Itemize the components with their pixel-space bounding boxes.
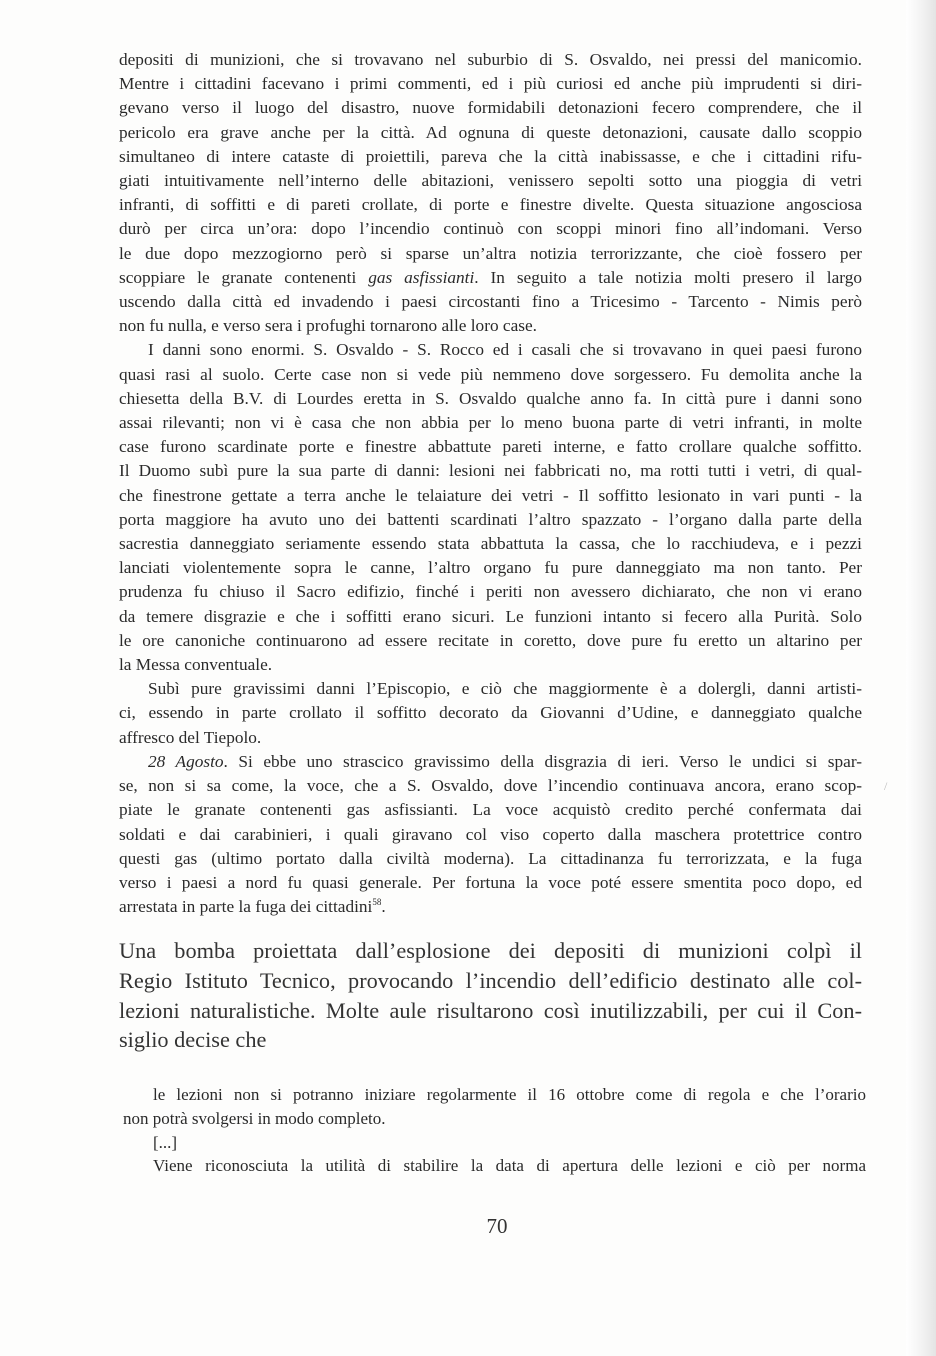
text-line: questi gas (ultimo portato dalla civiltà moderna). La cittadinanza fu terrorizzata, e la fuga [119, 848, 862, 868]
text-line: Subì pure gravissimi danni l’Episcopio, e ciò che maggiormente è a dolergli, danni artisti- [148, 679, 862, 699]
page-number: 70 [486, 1214, 508, 1238]
text-line: Mentre i cittadini facevano i primi commenti, ed i più curiosi ed anche più imprudenti si diri- [119, 74, 862, 94]
text-line: soldati e dai carabinieri, i quali giravano col viso coperto dalla maschera protettrice contro [119, 824, 862, 844]
citation-line: non potrà svolgersi in modo completo. [123, 1108, 386, 1128]
text-line: piate le granate contenenti gas asfissianti. La voce acquistò credito perché confermata dai [119, 800, 862, 820]
text-line: pericolo era grave anche per la città. Ad ognuna di queste detonazioni, causate dallo scoppio [119, 122, 862, 142]
text-line: I danni sono enormi. S. Osvaldo - S. Rocco ed i casali che si trovavano in quei paesi furono [148, 340, 862, 360]
text-line: Il Duomo subì pure la sua parte di danni: lesioni nei fabbricati no, ma rotti tutti i vetri, di qual- [119, 461, 862, 481]
text-line: durò per circa un’ora: dopo l’incendio continuò con scoppi minori fino all’indomani. Verso [119, 219, 862, 239]
text-line: simultaneo di intere cataste di proiettili, pareva che la città inabissasse, e che i cittadini rifu- [119, 146, 862, 166]
margin-mark: / [884, 779, 888, 793]
text-line: case furono scardinate porte e finestre abbattute pareti interne, e fatto crollare qualche soffitto. [119, 437, 862, 457]
text-line: sacrestia danneggiato seriamente essendo stata abbattuta la cassa, che lo racchiudeva, e i pezzi [119, 534, 862, 554]
text-line: scoppiare le granate contenenti gas asfissianti. In seguito a tale notizia molti presero il largo [119, 267, 862, 287]
text-line: lanciati violentemente sopra le canne, l’altro organo fu pure danneggiato ma non tanto. Per [119, 558, 862, 578]
quote-line: lezioni naturalistiche. Molte aule risultarono così inutilizzabili, per cui il Con- [119, 997, 862, 1023]
text-line: le due dopo mezzogiorno però si sparse un’altra notizia terrorizzante, che cioè fossero per [119, 243, 862, 263]
citation-line: le lezioni non si potranno iniziare regolarmente il 16 ottobre come di regola e che l’orario [153, 1085, 866, 1104]
text-line: infranti, di soffitti e di pareti crollate, di porte e finestre divelte. Questa situazione angosciosa [119, 195, 862, 215]
paragraph [119, 750, 862, 919]
text-line: non fu nulla, e verso sera i profughi tornarono alle loro case. [119, 316, 537, 336]
text-line: affresco del Tiepolo. [119, 727, 262, 747]
paragraph [119, 677, 862, 750]
text-line: verso i paesi a nord fu quasi generale. Per fortuna la voce poté essere smentita poco dopo, ed [119, 872, 862, 892]
text-line: ci, essendo in parte crollato il soffitto decorato da Giovanni d’Udine, e danneggiato qualche [119, 703, 862, 723]
text-line: gevano verso il luogo del disastro, nuove formidabili detonazioni fecero comprendere, che il [119, 98, 862, 118]
quote-line: Una bomba proiettata dall’esplosione dei depositi di munizioni colpì il [119, 938, 862, 963]
quote-line: siglio decise che [119, 1027, 267, 1053]
text-line: quasi rasi al suolo. Certe case non si vede più nemmeno dove sorgessero. Fu demolita anche la [119, 364, 862, 384]
narrative-paragraph [119, 936, 862, 1055]
citation-line: [...] [153, 1132, 178, 1152]
text-line: prudenza fu chiuso il Sacro edifizio, finché i periti non avessero dichiarato, che non vi erano [119, 582, 862, 602]
page-edge-shadow [906, 0, 936, 1356]
block-citation [123, 1083, 866, 1178]
text-line: assai rilevanti; non vi è casa che non abbia per lo meno buona parte di vetri infranti, in molte [119, 413, 862, 433]
text-line: porta maggiore ha avuto uno dei battenti scardinati l’altro spazzato - l’organo dalla parte della [119, 509, 862, 529]
text-line: la Messa conventuale. [119, 655, 273, 675]
text-line: depositi di munizioni, che si trovavano nel suburbio di S. Osvaldo, nei pressi del manicomio. [119, 50, 862, 69]
text-line: le ore canoniche continuarono ad essere recitate in coretto, dove pure fu eretto un altarino per [119, 630, 862, 650]
citation-line: Viene riconosciuta la utilità di stabilire la data di apertura delle lezioni e ciò per norma [153, 1156, 866, 1176]
text-line: giati intuitivamente nell’interno delle abitazioni, venissero sepolti sotto una pioggia di vetri [119, 171, 862, 191]
paragraph [119, 338, 862, 677]
text-line: da temere disgrazie e che i soffitti erano sicuri. Le funzioni intanto si fecero alla Purità. Solo [119, 606, 862, 626]
text-line: uscendo dalla città ed invadendo i paesi circostanti fino a Tricesimo - Tarcento - Nimis però [119, 292, 862, 312]
text-line: chiesetta della B.V. di Lourdes eretta in S. Osvaldo qualche anno fa. In città pure i danni sono [119, 388, 862, 408]
text-line: se, non si sa come, la voce, che a S. Osvaldo, dove l’incendio continuava ancora, erano scop- [119, 776, 862, 796]
text-line: 28 Agosto. Si ebbe uno strascico gravissimo della disgrazia di ieri. Verso le undici si spar- [148, 751, 862, 771]
text-line: che finestrone gettate a terra anche le telaiature dei vetri - Il soffitto lesionato in vari punti - la [119, 485, 862, 505]
text-line: arrestata in parte la fuga dei cittadini$^{58}$. [119, 897, 386, 917]
paragraph [119, 48, 862, 338]
quote-line: Regio Istituto Tecnico, provocando l’incendio dell’edificio destinato alle col- [119, 967, 862, 993]
body-text [119, 48, 862, 919]
